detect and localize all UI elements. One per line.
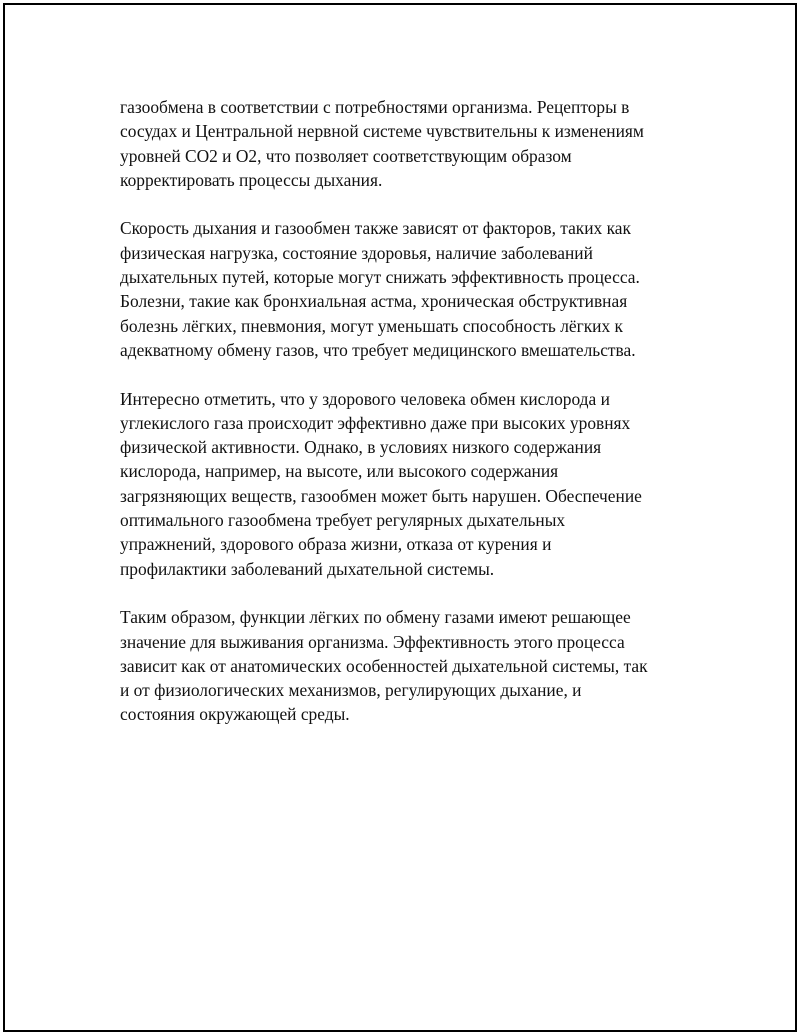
paragraph <box>120 95 700 192</box>
paragraph <box>120 216 700 362</box>
text-line: кислорода, например, на высоте, или высокого содержания <box>120 461 559 482</box>
text-line: Болезни, такие как бронхиальная астма, хроническая обструктивная <box>120 291 628 312</box>
text-line: углекислого газа происходит эффективно даже при высоких уровнях <box>120 412 631 433</box>
text-line: физическая нагрузка, состояние здоровья, наличие заболеваний <box>120 242 593 263</box>
page-frame <box>3 3 797 1032</box>
page-body <box>120 95 700 751</box>
text-line: болезнь лёгких, пневмония, могут уменьшать способность лёгких к <box>120 315 623 336</box>
text-line: загрязняющих веществ, газообмен может быть нарушен. Обеспечение <box>120 485 642 506</box>
text-line: Скорость дыхания и газообмен также зависят от факторов, таких как <box>120 218 631 239</box>
text-line: физической активности. Однако, в условиях низкого содержания <box>120 437 602 458</box>
text-line: значение для выживания организма. Эффективность этого процесса <box>120 631 625 652</box>
text-line: Таким образом, функции лёгких по обмену газами имеют решающее <box>120 607 631 628</box>
text-line: корректировать процессы дыхания. <box>120 169 383 190</box>
text-line: адекватному обмену газов, что требует медицинского вмешательства. <box>120 339 636 360</box>
text-line: зависит как от анатомических особенностей дыхательной системы, так <box>120 655 648 676</box>
text-line: упражнений, здорового образа жизни, отказа от курения и <box>120 534 552 555</box>
text-line: Интересно отметить, что у здорового человека обмен кислорода и <box>120 388 610 409</box>
text-line: оптимального газообмена требует регулярных дыхательных <box>120 510 566 531</box>
text-line: сосудах и Центральной нервной системе чувствительны к изменениям <box>120 121 644 142</box>
text-line: и от физиологических механизмов, регулирующих дыхание, и <box>120 680 582 701</box>
text-line: уровней CO2 и O2, что позволяет соответствующим образом <box>120 145 572 166</box>
paragraph <box>120 605 700 726</box>
text-line: профилактики заболеваний дыхательной системы. <box>120 558 495 579</box>
paragraph <box>120 387 700 581</box>
text-line: газообмена в соответствии с потребностями организма. Рецепторы в <box>120 97 630 117</box>
text-line: состояния окружающей среды. <box>120 704 350 725</box>
text-line: дыхательных путей, которые могут снижать эффективность процесса. <box>120 267 640 288</box>
